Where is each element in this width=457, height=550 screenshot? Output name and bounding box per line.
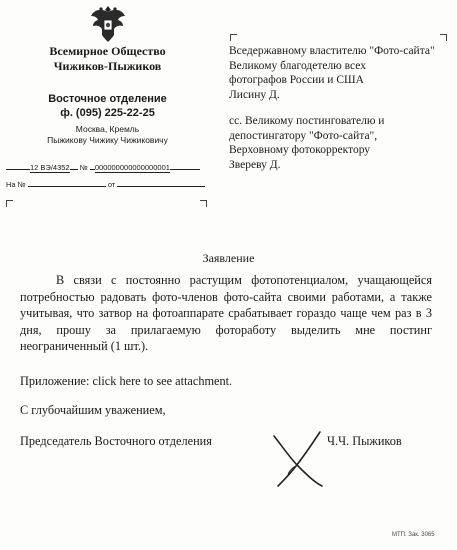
corner-mark-top-left — [230, 34, 237, 41]
addressee-line: депостингатору "Фото-сайта", — [229, 129, 378, 142]
addressee-line: сс. Великому постингователю и — [229, 115, 385, 127]
handwritten-signature — [268, 428, 328, 490]
reference-date-underline — [117, 178, 205, 187]
department-name: Восточное отделение — [48, 93, 167, 105]
addressee-line: фотографов России и США — [229, 74, 364, 86]
address-block — [20, 124, 195, 146]
addressee-block — [229, 44, 454, 184]
attachment-line[interactable]: Приложение: click here to see attachment. — [20, 374, 233, 388]
addressee-primary — [229, 44, 454, 102]
addressee-line: Великому благодетелю всех — [229, 59, 366, 72]
print-code: МТП. Зак. 3065 — [392, 532, 435, 538]
address-line1: Москва, Кремль — [75, 124, 140, 134]
closing-regards: С глубочайшим уважением, — [20, 403, 166, 417]
reg-prefix: 12 ВЭ/4352 — [30, 163, 70, 172]
corner-mark-bottom-left — [6, 200, 13, 207]
reg-blank-underline — [6, 161, 30, 170]
reg-number-label: № — [79, 163, 88, 172]
reference-on-label: На № — [6, 180, 26, 189]
reference-number-underline — [28, 178, 106, 187]
signer-name: Ч.Ч. Пыжиков — [327, 434, 402, 448]
corner-mark-bottom-mid — [200, 200, 207, 207]
department-phone: ф. (095) 225-22-25 — [60, 107, 155, 119]
address-line2: Пыжикову Чижику Чижиковичу — [47, 135, 168, 145]
reg-number: 000000000000000001 — [94, 163, 170, 172]
reg-number-tail-underline — [170, 161, 200, 170]
addressee-copy — [229, 114, 454, 172]
letter-title: Заявление — [202, 251, 255, 265]
addressee-line: Вседержавному властителю "Фото-сайта" — [229, 45, 435, 57]
addressee-line: Звереву Д. — [229, 158, 281, 171]
addressee-line: Верховному фотокорректору — [229, 144, 371, 156]
organization-name — [20, 44, 195, 74]
corner-mark-top-right — [440, 34, 447, 41]
reference-line — [6, 178, 205, 189]
letter-body: В связи с постоянно растущим фотопотенциалом, учащающейся потребностью радовать фото-членов фото-сайта своими работами, а также учитывая, что затвор на фотоаппарате срабатывает гораздо чаще чем раз в 3 дня, прошу за прилагаемую фотоработу выделить мне постинг неограниченный (1 шт.). — [20, 273, 432, 354]
coat-of-arms-emblem-icon — [88, 2, 128, 44]
addressee-line: Лисину Д. — [229, 88, 280, 101]
reference-from-label: от — [107, 180, 116, 189]
reg-gap-underline — [70, 161, 78, 170]
org-name-line1: Всемирное Общество — [49, 44, 166, 58]
signer-title: Председатель Восточного отделения — [20, 434, 212, 448]
org-name-line2: Чижиков-Пыжиков — [53, 59, 162, 73]
department-block — [20, 92, 195, 120]
registration-line — [6, 161, 200, 172]
